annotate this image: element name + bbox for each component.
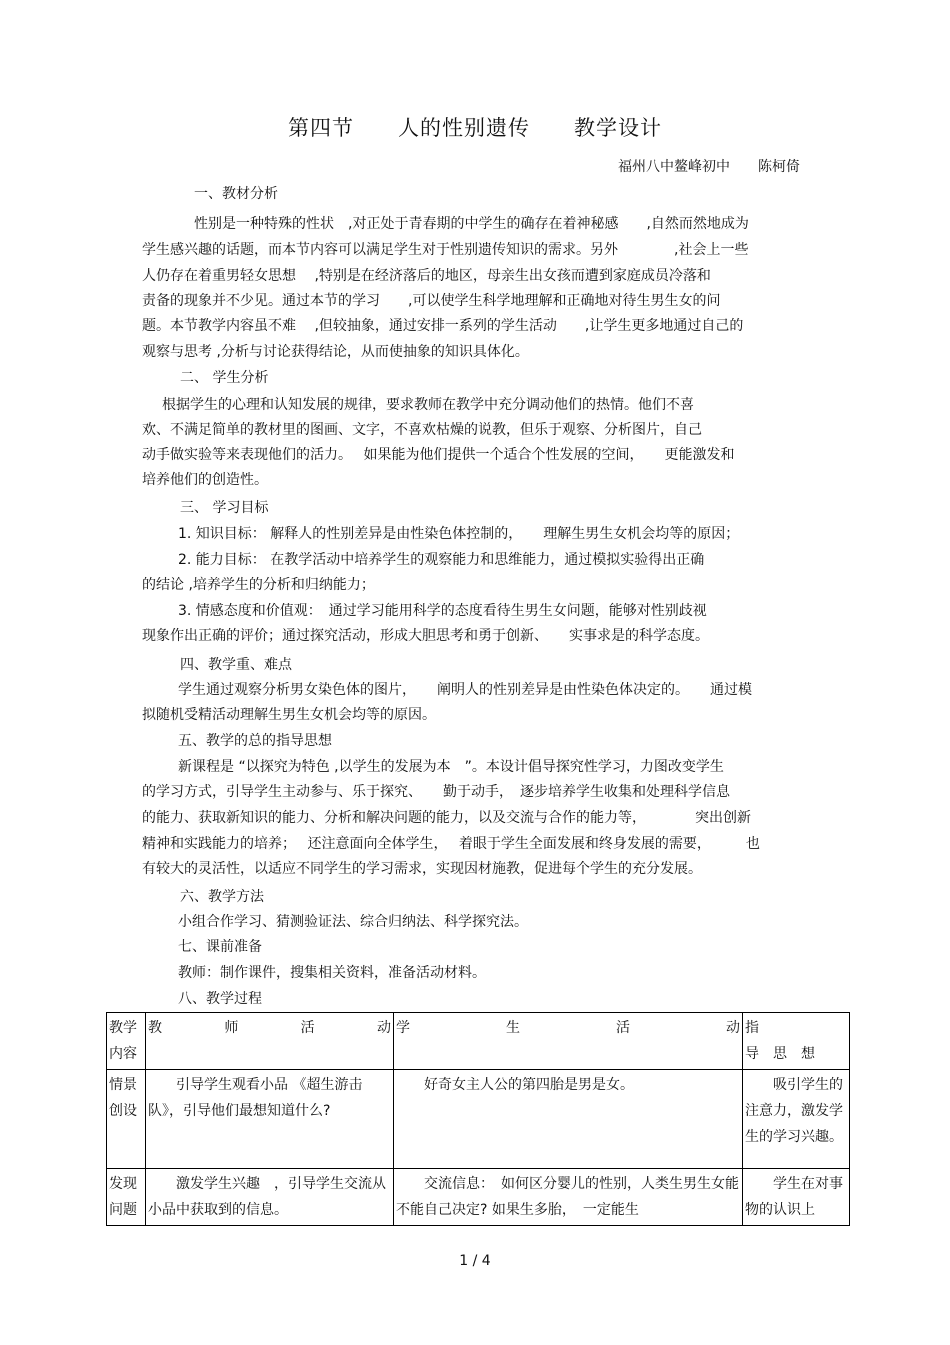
table-row xyxy=(107,1169,850,1226)
author-line: 福州八中鳌峰初中 陈柯倚 xyxy=(618,159,800,175)
header-char: 动 xyxy=(726,1020,740,1036)
header-content: 教学内容 xyxy=(107,1013,146,1070)
header-char: 生 xyxy=(506,1020,520,1036)
row-content: 发现问题 xyxy=(107,1169,146,1226)
row-student-activity: 好奇女主人公的第四胎是男是女。 xyxy=(394,1070,743,1169)
document-title: 第四节 人的性别遗传 教学设计 xyxy=(288,116,662,140)
section-heading-3: 三、 学习目标 xyxy=(180,500,269,516)
header-char: 动 xyxy=(376,1020,391,1036)
section-heading-7: 七、课前准备 xyxy=(178,939,262,955)
header-char: 学 xyxy=(396,1020,410,1036)
section-heading-4: 四、教学重、难点 xyxy=(180,657,292,673)
paragraph-line: 学生感兴趣的话题，而本节内容可以满足学生对于性别遗传知识的需求。另外 ,社会上一些 xyxy=(142,242,749,258)
header-char: 教 xyxy=(148,1020,162,1036)
paragraph-line: 动手做实验等来表现他们的活力。 如果能为他们提供一个适合个性发展的空间， 更能激发和 xyxy=(142,447,735,463)
teaching-process-table xyxy=(106,1012,850,1226)
goal-line-3-cont: 现象作出正确的评价；通过探究活动，形成大胆思考和勇于创新、 实事求是的科学态度。 xyxy=(142,628,709,644)
paragraph-line: 的学习方式，引导学生主动参与、乐于探究、 勤于动手， 逐步培养学生收集和处理科学信息 xyxy=(142,784,730,800)
row-content: 情景创设 xyxy=(107,1070,146,1169)
row-student-activity: 交流信息： 如何区分婴儿的性别，人类生男生女能不能自己决定? 如果生多胎， 一定能生 xyxy=(394,1169,743,1226)
table-header-row xyxy=(107,1013,850,1070)
paragraph-line: 小组合作学习、猜测验证法、综合归纳法、科学探究法。 xyxy=(178,914,528,930)
section-heading-1: 一、教材分析 xyxy=(194,186,278,202)
header-char: 活 xyxy=(300,1020,315,1036)
paragraph-line: 欢、不满足简单的教材里的图画、文字，不喜欢枯燥的说教，但乐于观察、分析图片，自己 xyxy=(142,422,702,438)
paragraph-line: 新课程是 “以探究为特色 ,以学生的发展为本 ”。本设计倡导探究性学习，力图改变学生 xyxy=(178,759,724,775)
section-heading-2: 二、 学生分析 xyxy=(180,370,269,386)
section-heading-5: 五、教学的总的指导思想 xyxy=(178,733,332,749)
header-char: 指 xyxy=(745,1020,759,1036)
header-teacher-activity xyxy=(146,1013,394,1070)
paragraph-line: 人仍存在着重男轻女思想 ,特别是在经济落后的地区，母亲生出女孩而遭到家庭成员冷落和 xyxy=(142,268,711,284)
header-student-activity xyxy=(394,1013,743,1070)
goal-line-1: 1. 知识目标： 解释人的性别差异是由性染色体控制的， 理解生男生女机会均等的原因； xyxy=(178,526,740,542)
paragraph-line: 根据学生的心理和认知发展的规律，要求教师在教学中充分调动他们的热情。他们不喜 xyxy=(162,397,694,413)
row-teacher-activity: 引导学生观看小品 《超生游击队》，引导他们最想知道什么? xyxy=(146,1070,394,1169)
row-teacher-activity: 激发学生兴趣 ，引导学生交流从小品中获取到的信息。 xyxy=(146,1169,394,1226)
paragraph-line: 观察与思考 ,分析与讨论获得结论，从而使抽象的知识具体化。 xyxy=(142,344,529,360)
goal-line-2: 2. 能力目标： 在教学活动中培养学生的观察能力和思维能力，通过模拟实验得出正确 xyxy=(178,552,705,568)
paragraph-line: 学生通过观察分析男女染色体的图片， 阐明人的性别差异是由性染色体决定的。 通过模 xyxy=(178,682,752,698)
paragraph-line: 性别是一种特殊的性状 ,对正处于青春期的中学生的确存在着神秘感 ,自然而然地成为 xyxy=(194,216,749,232)
paragraph-line: 的能力、获取新知识的能力、分析和解决问题的能力，以及交流与合作的能力等， 突出创新 xyxy=(142,810,751,826)
paragraph-line: 有较大的灵活性，以适应不同学生的学习需求，实现因材施教，促进每个学生的充分发展。 xyxy=(142,861,702,877)
header-char: 师 xyxy=(224,1020,239,1036)
goal-line-2-cont: 的结论 ,培养学生的分析和归纳能力； xyxy=(142,577,375,593)
paragraph-line: 精神和实践能力的培养； 还注意面向全体学生， 着眼于学生全面发展和终身发展的需要， 也 xyxy=(142,836,760,852)
section-heading-8: 八、教学过程 xyxy=(178,991,262,1007)
paragraph-line: 培养他们的创造性。 xyxy=(142,472,268,488)
paragraph-line: 拟随机受精活动理解生男生女机会均等的原因。 xyxy=(142,707,436,723)
paragraph-line: 责备的现象并不少见。通过本节的学习 ,可以使学生科学地理解和正确地对待生男生女的问 xyxy=(142,293,721,309)
paragraph-line: 题。本节教学内容虽不难 ,但较抽象，通过安排一系列的学生活动 ,让学生更多地通过自己的 xyxy=(142,318,744,334)
row-guiding-idea: 吸引学生的注意力，激发学生的学习兴趣。 xyxy=(743,1070,850,1169)
header-char: 活 xyxy=(616,1020,630,1036)
section-heading-6: 六、教学方法 xyxy=(180,889,264,905)
header-guiding-idea xyxy=(743,1013,850,1070)
paragraph-line: 教师：制作课件，搜集相关资料，准备活动材料。 xyxy=(178,965,486,981)
page-number: 1 / 4 xyxy=(459,1253,491,1269)
table-row xyxy=(107,1070,850,1169)
goal-line-3: 3. 情感态度和价值观： 通过学习能用科学的态度看待生男生女问题，能够对性别歧视 xyxy=(178,603,707,619)
header-char: 导 思 想 xyxy=(745,1046,815,1062)
row-guiding-idea: 学生在对事物的认识上 xyxy=(743,1169,850,1226)
